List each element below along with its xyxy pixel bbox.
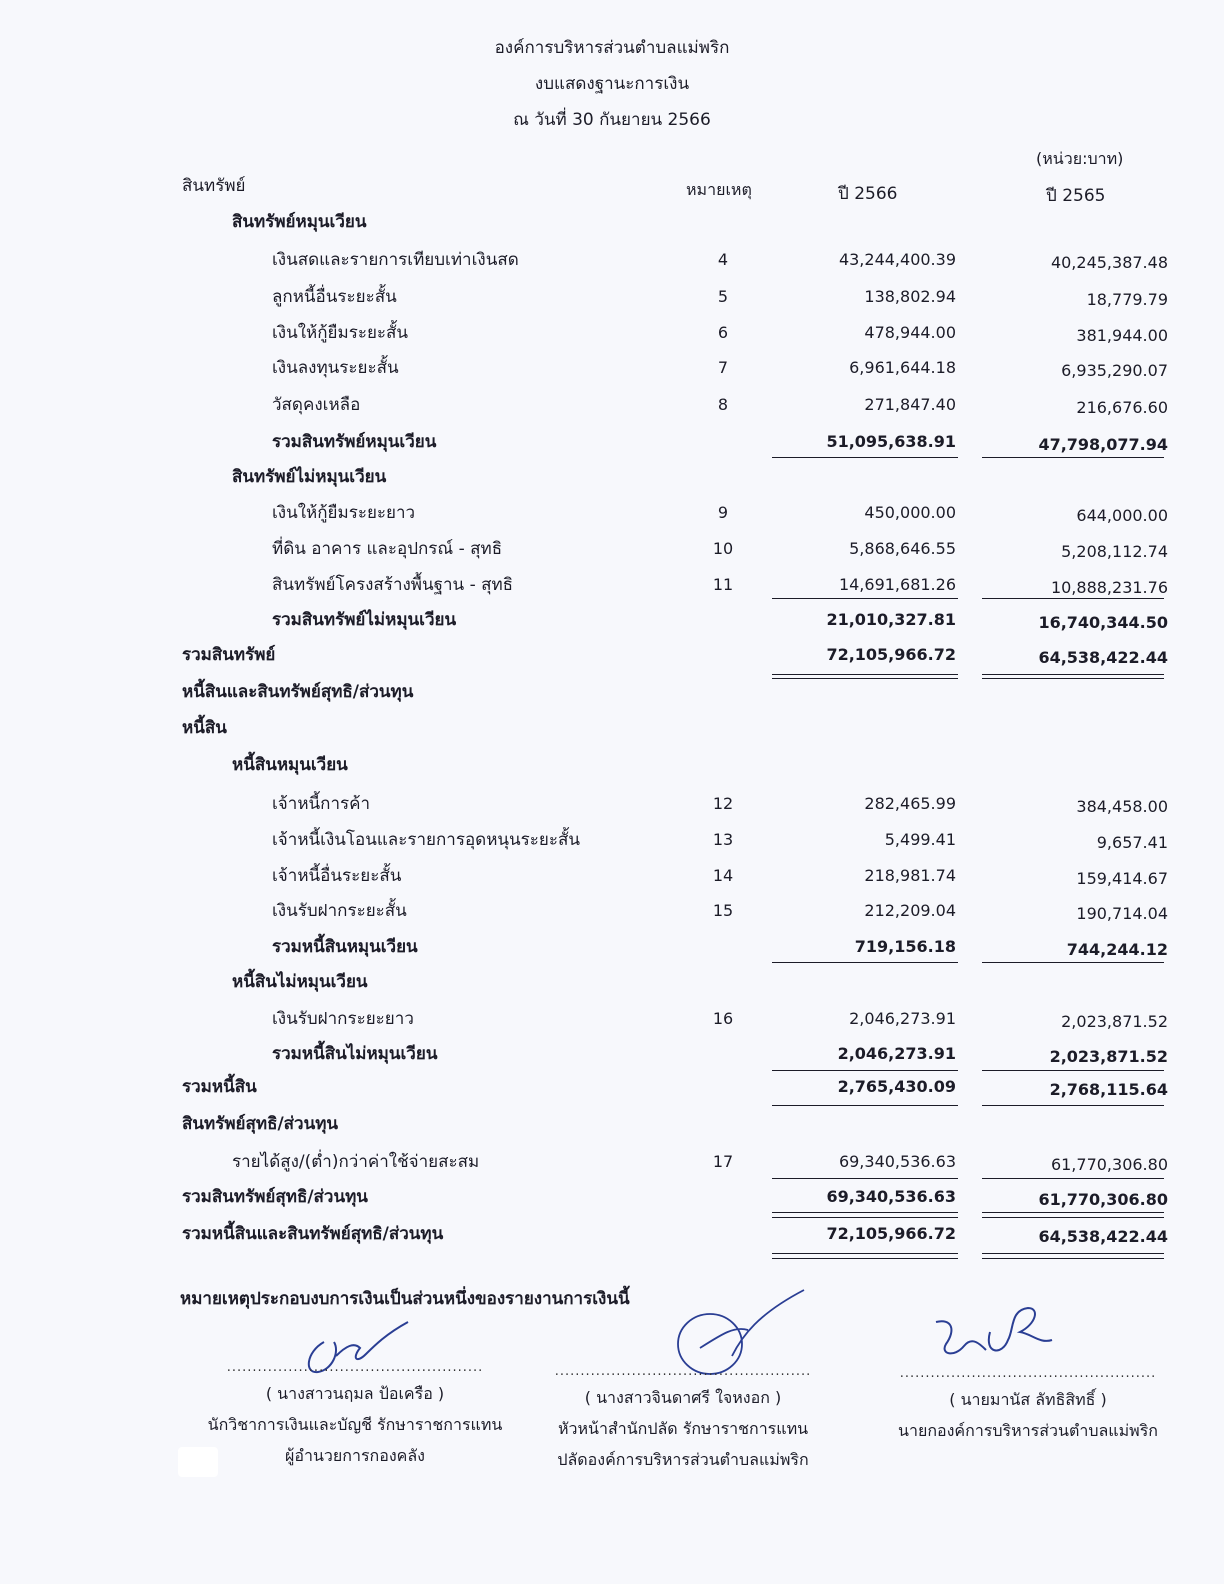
total-underline [772, 1070, 958, 1071]
table-row [0, 751, 1224, 781]
total-underline [772, 1105, 958, 1106]
total-underline [772, 962, 958, 963]
value-current-year: 21,010,327.81 [826, 610, 956, 629]
row-label: เจ้าหนี้เงินโอนและรายการอุดหนุนระยะสั้น [272, 830, 581, 850]
row-note: 6 [717, 323, 729, 342]
table-row [0, 678, 1224, 708]
value-current-year: 5,499.41 [884, 830, 956, 849]
value-current-year: 719,156.18 [854, 937, 956, 956]
value-prior-year: 190,714.04 [1076, 904, 1168, 923]
value-prior-year: 47,798,077.94 [1038, 435, 1168, 454]
table-row [0, 208, 1224, 238]
value-prior-year: 2,023,871.52 [1049, 1047, 1168, 1066]
value-prior-year: 40,245,387.48 [1050, 253, 1168, 272]
row-note: 17 [712, 1152, 734, 1171]
row-label: รวมหนี้สินหมุนเวียน [272, 937, 418, 957]
row-label: ที่ดิน อาคาร และอุปกรณ์ - สุทธิ [272, 539, 503, 559]
value-current-year: 43,244,400.39 [838, 250, 956, 269]
signer-1-title-line2: ผู้อำนวยการกองคลัง [285, 1446, 425, 1465]
total-underline [982, 598, 1164, 599]
total-underline [982, 1105, 1164, 1106]
signature-block-3: .................................................. ( นายมานัส ลัทธิสิทธิ์ ) นายกองค์การบริหารส่วนตำบลแม่พริก [868, 1364, 1188, 1446]
total-underline [982, 1212, 1164, 1213]
unit-label: (หน่วย:บาท) [1036, 149, 1124, 168]
table-row [0, 1183, 1224, 1213]
total-underline [982, 1253, 1164, 1254]
row-note: 16 [712, 1009, 734, 1028]
value-current-year: 2,046,273.91 [837, 1044, 956, 1063]
value-current-year: 2,765,430.09 [837, 1077, 956, 1096]
table-row [0, 1220, 1224, 1250]
table-row [0, 571, 1224, 601]
value-prior-year: 61,770,306.80 [1050, 1155, 1168, 1174]
row-note: 4 [717, 250, 729, 269]
table-row [0, 535, 1224, 565]
value-current-year: 5,868,646.55 [849, 539, 956, 558]
row-label: สินทรัพย์หมุนเวียน [232, 212, 367, 232]
row-label: รวมสินทรัพย์ [182, 645, 276, 665]
row-label: หนี้สินและสินทรัพย์สุทธิ/ส่วนทุน [182, 682, 414, 702]
value-prior-year: 64,538,422.44 [1038, 648, 1168, 667]
section-heading-assets: สินทรัพย์ [182, 176, 246, 196]
table-row [0, 1110, 1224, 1140]
row-label: ลูกหนี้อื่นระยะสั้น [272, 287, 397, 307]
column-note: หมายเหตุ [686, 180, 752, 199]
value-prior-year: 10,888,231.76 [1050, 578, 1168, 597]
signature-block-2: .................................................. ( นางสาวจินดาศรี ใจหงอก ) หัวหน้าสำนักปลัด รักษาราชการแทน ปลัดองค์การบริหารส่วนตำบลแม่พริก [528, 1362, 838, 1475]
row-label: รายได้สูง/(ต่ำ)กว่าค่าใช้จ่ายสะสม [232, 1152, 480, 1172]
total-underline [772, 598, 958, 599]
table-row [0, 499, 1224, 529]
row-note: 15 [712, 901, 734, 920]
value-prior-year: 644,000.00 [1076, 506, 1168, 525]
value-current-year: 72,105,966.72 [826, 645, 956, 664]
value-prior-year: 216,676.60 [1076, 398, 1168, 417]
table-row [0, 714, 1224, 744]
table-row [0, 790, 1224, 820]
value-prior-year: 9,657.41 [1096, 833, 1168, 852]
table-row [0, 641, 1224, 671]
total-underline [772, 678, 958, 679]
row-note: 11 [712, 575, 734, 594]
value-prior-year: 2,768,115.64 [1049, 1080, 1168, 1099]
value-current-year: 2,046,273.91 [849, 1009, 956, 1028]
row-note: 10 [712, 539, 734, 558]
row-label: รวมสินทรัพย์สุทธิ/ส่วนทุน [182, 1187, 368, 1207]
value-prior-year: 381,944.00 [1076, 326, 1168, 345]
signer-1-name: ( นางสาวนฤมล ป้อเครือ ) [265, 1384, 445, 1403]
column-prior-year: ปี 2565 [1046, 186, 1106, 206]
value-prior-year: 744,244.12 [1066, 940, 1168, 959]
row-note: 7 [717, 358, 729, 377]
table-row [0, 606, 1224, 636]
value-current-year: 69,340,536.63 [826, 1187, 956, 1206]
value-current-year: 138,802.94 [864, 287, 956, 306]
total-underline [982, 1070, 1164, 1071]
signer-3-name: ( นายมานัส ลัทธิสิทธิ์ ) [949, 1390, 1107, 1409]
row-note: 14 [712, 866, 734, 885]
total-underline [982, 962, 1164, 963]
value-current-year: 14,691,681.26 [838, 575, 956, 594]
signature-3-image [924, 1300, 1064, 1372]
table-row [0, 1005, 1224, 1035]
column-current-year: ปี 2566 [838, 184, 898, 204]
row-label: เงินสดและรายการเทียบเท่าเงินสด [272, 250, 519, 270]
row-label: เงินลงทุนระยะสั้น [272, 358, 399, 378]
row-label: เจ้าหนี้อื่นระยะสั้น [272, 866, 402, 886]
row-label: สินทรัพย์ไม่หมุนเวียน [232, 467, 387, 487]
table-row [0, 968, 1224, 998]
row-label: เจ้าหนี้การค้า [272, 794, 371, 814]
table-row [0, 862, 1224, 892]
value-current-year: 282,465.99 [864, 794, 956, 813]
table-row [0, 463, 1224, 493]
org-name: องค์การบริหารส่วนตำบลแม่พริก [494, 38, 730, 58]
row-label: เงินรับฝากระยะสั้น [272, 901, 407, 921]
row-label: รวมหนี้สินไม่หมุนเวียน [272, 1044, 438, 1064]
table-row [0, 354, 1224, 384]
value-current-year: 271,847.40 [864, 395, 956, 414]
value-current-year: 478,944.00 [864, 323, 956, 342]
row-label: รวมหนี้สินและสินทรัพย์สุทธิ/ส่วนทุน [182, 1224, 444, 1244]
row-label: เงินให้กู้ยืมระยะสั้น [272, 323, 409, 343]
table-row [0, 826, 1224, 856]
value-prior-year: 384,458.00 [1076, 797, 1168, 816]
table-row [0, 1073, 1224, 1103]
total-underline [982, 1178, 1164, 1179]
signer-3-title: นายกองค์การบริหารส่วนตำบลแม่พริก [898, 1421, 1158, 1440]
row-note: 12 [712, 794, 734, 813]
row-label: สินทรัพย์โครงสร้างพื้นฐาน - สุทธิ [272, 575, 514, 595]
total-underline [982, 674, 1164, 675]
signature-block-1: .................................................. ( นางสาวนฤมล ป้อเครือ ) นักวิชาการเงินและบัญชี รักษาราชการแทน ผู้อำนวยการกองคลัง [180, 1358, 530, 1471]
value-prior-year: 16,740,344.50 [1038, 613, 1168, 632]
value-current-year: 218,981.74 [864, 866, 956, 885]
value-current-year: 212,209.04 [864, 901, 956, 920]
row-label: หนี้สิน [182, 718, 227, 738]
total-underline [772, 457, 958, 458]
table-row [0, 933, 1224, 963]
table-row [0, 283, 1224, 313]
value-prior-year: 61,770,306.80 [1038, 1190, 1168, 1209]
value-prior-year: 6,935,290.07 [1061, 361, 1168, 380]
total-underline [772, 1178, 958, 1179]
total-underline [982, 678, 1164, 679]
value-current-year: 51,095,638.91 [826, 432, 956, 451]
table-row [0, 319, 1224, 349]
value-prior-year: 159,414.67 [1076, 869, 1168, 888]
table-row [0, 428, 1224, 458]
row-note: 13 [712, 830, 734, 849]
total-underline [772, 1258, 958, 1259]
value-prior-year: 18,779.79 [1086, 290, 1168, 309]
value-prior-year: 2,023,871.52 [1061, 1012, 1168, 1031]
signer-2-title: หัวหน้าสำนักปลัด รักษาราชการแทน [557, 1419, 809, 1438]
row-label: สินทรัพย์สุทธิ/ส่วนทุน [182, 1114, 339, 1134]
value-current-year: 6,961,644.18 [849, 358, 956, 377]
value-current-year: 72,105,966.72 [826, 1224, 956, 1243]
statement-date: ณ วันที่ 30 กันยายน 2566 [513, 110, 711, 130]
value-prior-year: 64,538,422.44 [1038, 1227, 1168, 1246]
signer-2-name: ( นางสาวจินดาศรี ใจหงอก ) [584, 1388, 782, 1407]
statement-title: งบแสดงฐานะการเงิน [534, 74, 690, 94]
row-label: เงินรับฝากระยะยาว [272, 1009, 414, 1029]
table-row [0, 1040, 1224, 1070]
signer-2-title-line2: ปลัดองค์การบริหารส่วนตำบลแม่พริก [557, 1450, 809, 1469]
value-current-year: 450,000.00 [864, 503, 956, 522]
value-prior-year: 5,208,112.74 [1061, 542, 1168, 561]
total-underline [772, 1217, 958, 1218]
table-row [0, 246, 1224, 276]
row-note: 9 [717, 503, 729, 522]
row-note: 5 [717, 287, 729, 306]
total-underline [982, 457, 1164, 458]
row-label: รวมหนี้สิน [182, 1077, 257, 1097]
footnote: หมายเหตุประกอบงบการเงินเป็นส่วนหนึ่งของรายงานการเงินนี้ [180, 1289, 630, 1309]
row-label: วัสดุคงเหลือ [272, 395, 361, 415]
row-label: หนี้สินหมุนเวียน [232, 755, 348, 775]
total-underline [772, 674, 958, 675]
row-label: เงินให้กู้ยืมระยะยาว [272, 503, 416, 523]
total-underline [772, 1212, 958, 1213]
table-row [0, 1148, 1224, 1178]
signer-1-title: นักวิชาการเงินและบัญชี รักษาราชการแทน [207, 1415, 503, 1434]
value-current-year: 69,340,536.63 [838, 1152, 956, 1171]
table-row [0, 391, 1224, 421]
total-underline [772, 1253, 958, 1254]
total-underline [982, 1258, 1164, 1259]
table-row [0, 897, 1224, 927]
row-label: รวมสินทรัพย์ไม่หมุนเวียน [272, 610, 457, 630]
row-label: หนี้สินไม่หมุนเวียน [232, 972, 368, 992]
row-note: 8 [717, 395, 729, 414]
row-label: รวมสินทรัพย์หมุนเวียน [272, 432, 437, 452]
total-underline [982, 1217, 1164, 1218]
